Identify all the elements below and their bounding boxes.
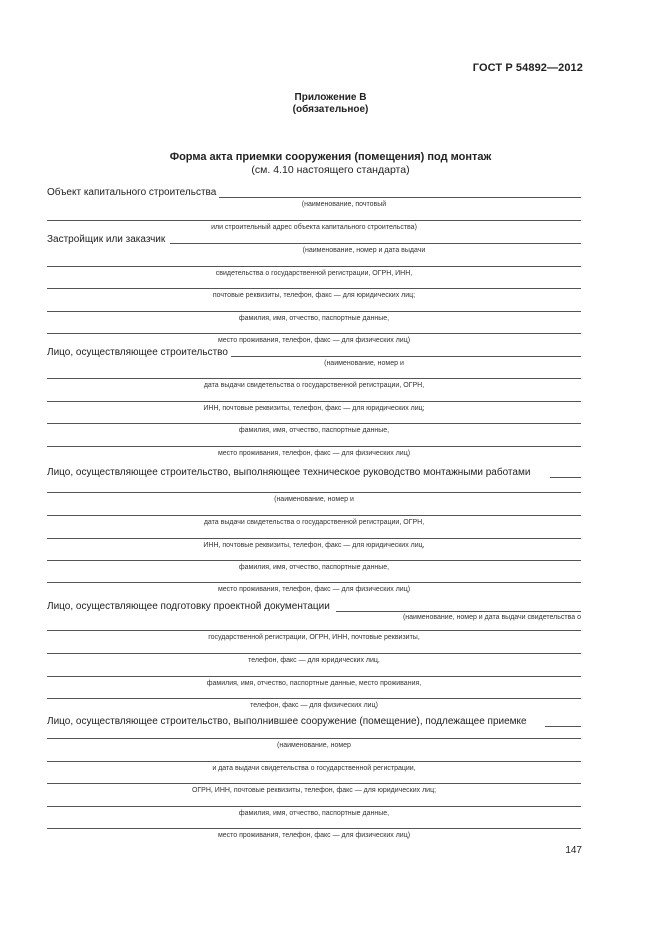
field-caption: фамилия, имя, отчество, паспортные данные, место проживания, [206, 680, 422, 687]
fill-line[interactable] [47, 738, 581, 739]
fill-line[interactable] [47, 288, 581, 289]
field-caption: телефон, факс — для юридических лиц, [248, 657, 380, 664]
field-caption: (наименование, почтовый [301, 201, 387, 208]
section-label-builder: Лицо, осуществляющее строительство [47, 347, 228, 358]
field-caption: место проживания, телефон, факс — для физических лиц) [217, 586, 411, 593]
fill-line[interactable] [550, 477, 581, 478]
fill-line[interactable] [47, 630, 581, 631]
field-caption: (наименование, номер и дата выдачи свидетельства о [402, 614, 581, 621]
field-caption: место проживания, телефон, факс — для физических лиц) [217, 832, 411, 839]
fill-line[interactable] [170, 243, 581, 244]
section-label-object: Объект капитального строительства [47, 187, 217, 198]
section-label-developer: Застройщик или заказчик [47, 234, 166, 245]
field-caption: место проживания, телефон, факс — для физических лиц) [217, 450, 411, 457]
appendix-title: Приложение В [294, 92, 367, 103]
standard-code: ГОСТ Р 54892—2012 [472, 62, 583, 74]
field-caption: фамилия, имя, отчество, паспортные данные, [238, 810, 390, 817]
section-label-designer: Лицо, осуществляющее подготовку проектной документации [47, 601, 330, 612]
fill-line[interactable] [47, 423, 581, 424]
field-caption: государственной регистрации, ОГРН, ИНН, почтовые реквизиты, [208, 634, 420, 641]
page-number: 147 [565, 845, 582, 856]
fill-line[interactable] [47, 333, 581, 334]
section-label-executor: Лицо, осуществляющее строительство, выполнившее сооружение (помещение), подлежащее приемке [47, 716, 527, 727]
field-caption: ИНН, почтовые реквизиты, телефон, факс — для юридических лиц, [203, 542, 425, 549]
fill-line[interactable] [47, 266, 581, 267]
fill-line[interactable] [47, 582, 581, 583]
fill-line[interactable] [47, 401, 581, 402]
fill-line[interactable] [336, 611, 581, 612]
fill-line[interactable] [47, 220, 581, 221]
section-label-technical-supervisor: Лицо, осуществляющее строительство, выполняющее техническое руководство монтажными работами [47, 467, 531, 478]
field-caption: фамилия, имя, отчество, паспортные данные, [238, 564, 390, 571]
field-caption: или строительный адрес объекта капитального строительства) [211, 224, 417, 231]
field-caption: ИНН, почтовые реквизиты, телефон, факс — для юридических лиц; [203, 405, 425, 412]
field-caption: свидетельства о государственной регистрации, ОГРН, ИНН, [215, 270, 413, 277]
fill-line[interactable] [47, 378, 581, 379]
fill-line[interactable] [47, 538, 581, 539]
fill-line[interactable] [47, 311, 581, 312]
field-caption: дата выдачи свидетельства о государственной регистрации, ОГРН, [203, 382, 425, 389]
field-caption: фамилия, имя, отчество, паспортные данные, [238, 427, 390, 434]
fill-line[interactable] [47, 492, 581, 493]
fill-line[interactable] [231, 356, 581, 357]
field-caption: телефон, факс — для физических лиц) [250, 702, 378, 709]
appendix-subtitle: (обязательное) [292, 104, 369, 115]
fill-line[interactable] [47, 828, 581, 829]
fill-line[interactable] [47, 676, 581, 677]
field-caption: (наименование, номер и дата выдачи [302, 247, 426, 254]
fill-line[interactable] [47, 653, 581, 654]
field-caption: (наименование, номер [277, 742, 351, 749]
fill-line[interactable] [47, 515, 581, 516]
field-caption: и дата выдачи свидетельства о государственной регистрации, [212, 765, 416, 772]
fill-line[interactable] [47, 761, 581, 762]
field-caption: дата выдачи свидетельства о государственной регистрации, ОГРН, [203, 519, 425, 526]
fill-line[interactable] [47, 698, 581, 699]
fill-line[interactable] [47, 783, 581, 784]
fill-line[interactable] [219, 197, 581, 198]
field-caption: ОГРН, ИНН, почтовые реквизиты, телефон, факс — для юридических лиц; [191, 787, 437, 794]
field-caption: фамилия, имя, отчество, паспортные данные, [238, 315, 390, 322]
fill-line[interactable] [47, 560, 581, 561]
fill-line[interactable] [545, 726, 581, 727]
form-title: Форма акта приемки сооружения (помещения) под монтаж [169, 151, 492, 163]
fill-line[interactable] [47, 446, 581, 447]
field-caption: (наименование, номер и [274, 496, 354, 503]
field-caption: место проживания, телефон, факс — для физических лиц) [217, 337, 411, 344]
fill-line[interactable] [47, 806, 581, 807]
form-subtitle: (см. 4.10 настоящего стандарта) [251, 164, 410, 176]
field-caption: почтовые реквизиты, телефон, факс — для юридических лиц; [212, 292, 416, 299]
field-caption: (наименование, номер и [324, 360, 404, 367]
